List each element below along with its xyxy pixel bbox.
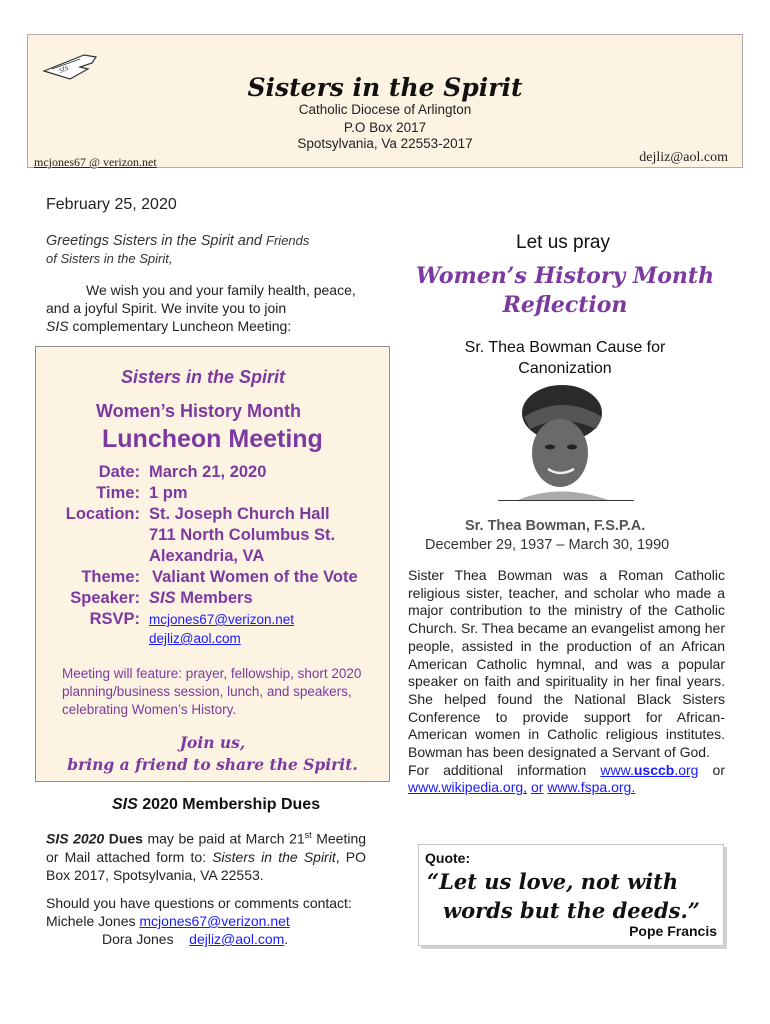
address-line: Catholic Diocese of Arlington <box>298 102 472 117</box>
join-us: Join us, bring a friend to share the Spirit. <box>67 733 358 774</box>
rsvp-email-link-2[interactable]: dejliz@aol.com <box>149 631 241 646</box>
biography: Sister Thea Bowman was a Roman Catholic religious sister, teacher, and scholar who made a major contribution to the ministry of the Catholic Church. Sr. Thea became an evangelist among her people, assisted in the production of an African American Catholic hymnal, and was a popular speaker on faith and spirituality in her final years. She helped found the National Black Sisters Conference to provide support for African-American women in Catholic religious institutes. Bowman has been designated a Servant of God. For additional information www.usccb.org or www.wikipedia.org, or www.fspa.org. <box>408 567 725 796</box>
quote-box <box>418 844 724 946</box>
invitation-text: We wish you and your family health, peace, and a joyful Spirit. We invite you to join SIS complementary Luncheon Meeting: <box>46 282 356 334</box>
wikipedia-link[interactable]: www.wikipedia.org, <box>408 779 528 796</box>
org-title: Sisters in the Spirit <box>247 73 523 102</box>
address-line: Spotsylvania, Va 22553-2017 <box>297 136 473 151</box>
canonization-cause: Sr. Thea Bowman Cause for Canonization <box>464 339 666 377</box>
usccb-link[interactable]: www.usccb.org <box>600 761 699 778</box>
flyer-title: Luncheon Meeting <box>102 425 323 453</box>
email-left[interactable]: mcjones67 @ verizon.net <box>34 155 157 169</box>
luncheon-flyer: Sisters in the Spirit Women’s History Month Luncheon Meeting Date: March 21, 2020 Time: 1 pm Location: St. Joseph Church Hall 711 North Columbus St. Alexandria, VA Theme: Valiant Women of the Vote Speaker: SIS Members RSVP: mcjones67@verizon.net dejliz@aol.com Meeting will feature: prayer, fellowship, short 2020 planning/business session, lunch, and speakers, celebrating Women’s History. Join us, bring a friend to share the Spirit. <box>35 346 390 782</box>
letter-date: February 25, 2020 <box>46 196 177 213</box>
thea-bowman-portrait <box>498 383 633 500</box>
lifespan-dates: December 29, 1937 – March 30, 1990 <box>425 537 670 553</box>
portrait-divider <box>498 500 634 501</box>
greeting: Greetings Sisters in the Spirit and Friends of Sisters in the Spirit, <box>46 233 310 266</box>
contact-paragraph: Should you have questions or comments contact: Michele Jones mcjones67@verizon.net Dora Jones dejliz@aol.com. <box>46 895 352 947</box>
quote-label: Quote: <box>425 850 471 866</box>
address-line: P.O Box 2017 <box>343 120 427 135</box>
or-link: or <box>530 779 544 796</box>
rsvp-email-link[interactable]: mcjones67@verizon.net <box>149 612 295 627</box>
letterhead <box>27 34 743 168</box>
contact-email-link-2[interactable]: dejliz@aol.com <box>189 931 285 947</box>
reflection-title: Women’s History Month Reflection <box>415 263 715 318</box>
quote-author: Pope Francis <box>629 923 717 939</box>
portrait-caption: Sr. Thea Bowman, F.S.P.A. <box>465 518 646 534</box>
contact-email-link[interactable]: mcjones67@verizon.net <box>139 913 290 929</box>
email-right[interactable]: dejliz@aol.com <box>639 150 728 165</box>
dues-title: SIS 2020 Membership Dues <box>112 796 321 813</box>
quote-text: “Let us love, not with words but the deeds.” <box>427 869 700 923</box>
fspa-link[interactable]: www.fspa.org. <box>547 779 636 796</box>
svg-text:SIS: SIS <box>57 64 70 75</box>
flyer-org: Sisters in the Spirit <box>121 367 286 387</box>
let-us-pray: Let us pray <box>516 232 610 253</box>
dues-paragraph: SIS 2020 Dues may be paid at March 21st Meeting or Mail attached form to: Sisters in the Spirit, PO Box 2017, Spotsylvania, VA 22553. <box>46 830 367 883</box>
meeting-note: Meeting will feature: prayer, fellowship, short 2020 planning/business session, lunch, and speakers, celebrating Women’s History. <box>62 666 362 717</box>
flyer-subtitle: Women’s History Month <box>96 401 302 421</box>
